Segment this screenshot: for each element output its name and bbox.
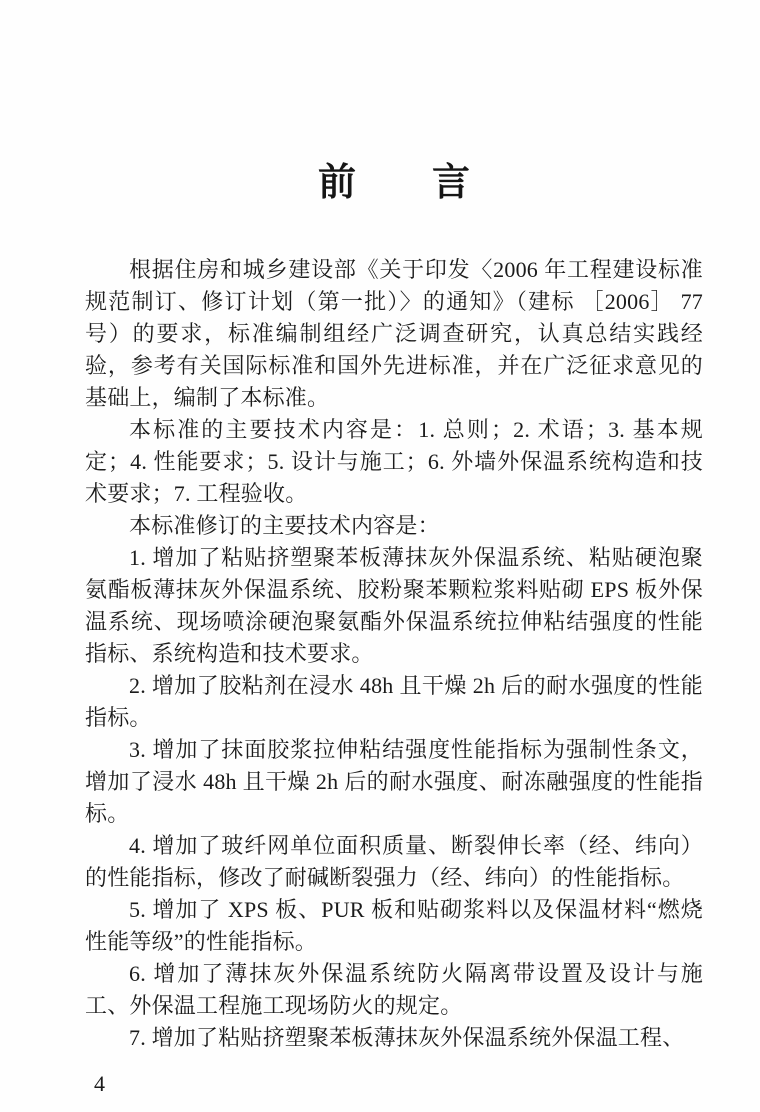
page-title: 前 言: [317, 162, 470, 204]
revision-item-5: 5. 增加了 XPS 板、PUR 板和贴砌浆料以及保温材料“燃烧性能等级”的性能指标。: [85, 897, 703, 954]
paragraph-main-contents: 本标准的主要技术内容是：1. 总则；2. 术语；3. 基本规定；4. 性能要求；5. 设计与施工；6. 外墙外保温系统构造和技术要求；7. 工程验收。: [85, 417, 703, 506]
paragraph-revision-lead: 本标准修订的主要技术内容是：: [129, 513, 440, 538]
revision-item-1: 1. 增加了粘贴挤塑聚苯板薄抹灰外保温系统、粘贴硬泡聚氨酯板薄抹灰外保温系统、胶粉聚苯颗粒浆料贴砌 EPS 板外保温系统、现场喷涂硬泡聚氨酯外保温系统拉伸粘结强度的性能指标、系统构造和技术要求。: [85, 545, 703, 666]
revision-item-7: 7. 增加了粘贴挤塑聚苯板薄抹灰外保温系统外保温工程、: [129, 1025, 685, 1050]
page-number: 4: [94, 1071, 105, 1096]
revision-item-2: 2. 增加了胶粘剂在浸水 48h 且干燥 2h 后的耐水强度的性能指标。: [85, 673, 703, 730]
paragraph-intro: 根据住房和城乡建设部《关于印发〈2006 年工程建设标准规范制订、修订计划（第一批）〉的通知》（建标 ［2006］ 77 号）的要求，标准编制组经广泛调查研究，认真总结实践经验，参考有关国际标准和国外先进标准，并在广泛征求意见的基础上，编制了本标准。: [85, 257, 703, 410]
revision-item-6: 6. 增加了薄抹灰外保温系统防火隔离带设置及设计与施工、外保温工程施工现场防火的规定。: [85, 961, 703, 1018]
revision-item-4: 4. 增加了玻纤网单位面积质量、断裂伸长率（经、纬向）的性能指标，修改了耐碱断裂强力（经、纬向）的性能指标。: [85, 833, 703, 890]
revision-item-3: 3. 增加了抹面胶浆拉伸粘结强度性能指标为强制性条文，增加了浸水 48h 且干燥 2h 后的耐水强度、耐冻融强度的性能指标。: [85, 737, 703, 826]
text-column: [85, 160, 703, 1054]
